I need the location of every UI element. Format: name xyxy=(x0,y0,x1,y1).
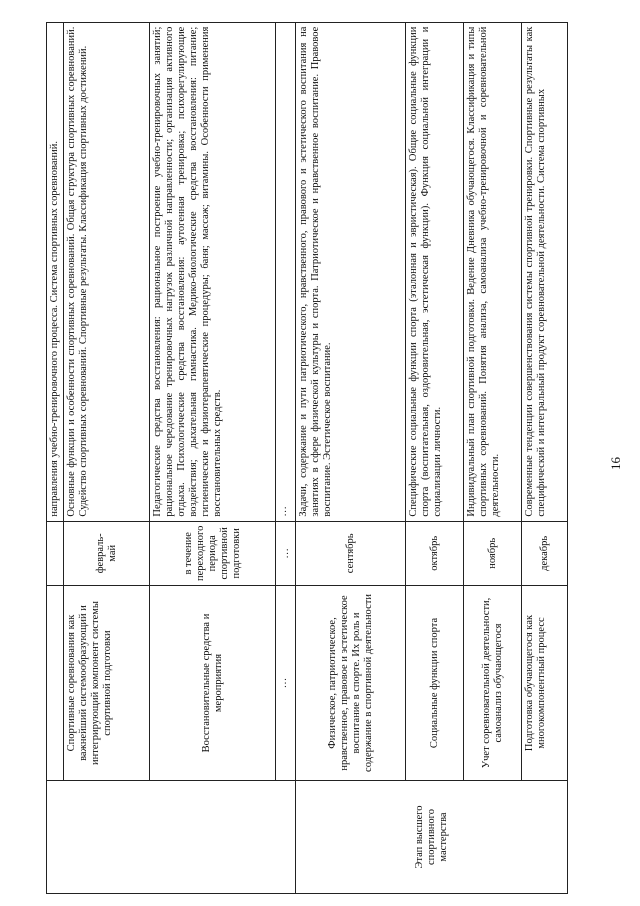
content-cell: Специфические социальные функции спорта (эталонная и эвристическая). Общие социальные функции спорта (воспитательная, оздоровительная, эстетическая функции). Функция социальной интеграции и социализации личности. xyxy=(406,22,464,521)
page-number: 16 xyxy=(608,457,623,470)
topic-cell: Восстановительные средства и мероприятия xyxy=(150,586,276,781)
month-cell: февраль-май xyxy=(64,521,150,585)
topic-cell xyxy=(47,586,64,781)
content-cell: Современные тенденции совершенствования системы спортивной тренировки. Спортивные результаты как специфический и интегральный продукт соревновательной деятельности. Система спортивных xyxy=(522,22,568,521)
table-row xyxy=(150,22,276,893)
content-cell: Задачи, содержание и пути патриотического, нравственного, правового и эстетического воспитания на занятиях в сфере физической культуры и спорта. Патриотическое и нравственное воспитание. Правовое воспитание. Эстетическое воспитание. xyxy=(296,22,406,521)
table-row xyxy=(464,22,522,893)
stage-cell: Этап высшего спортивного мастерства xyxy=(296,781,568,894)
table-row xyxy=(296,22,406,893)
month-cell: октябрь xyxy=(406,521,464,585)
month-cell: сентябрь xyxy=(296,521,406,585)
topic-cell: Социальные функции спорта xyxy=(406,586,464,781)
content-cell: … xyxy=(276,22,296,521)
topic-cell: … xyxy=(276,586,296,781)
topic-cell: Физическое, патриотическое, нравственное, правовое и эстетическое воспитание в спорте. Их роль и содержание в спортивной деятельности xyxy=(296,586,406,781)
table-row xyxy=(276,22,296,893)
stage-cell-empty xyxy=(47,781,296,894)
table-row xyxy=(522,22,568,893)
topic-cell: Спортивные соревнования как важнейший системообразующий и интегрирующий компонент системы спортивной подготовки xyxy=(64,586,150,781)
month-cell: … xyxy=(276,521,296,585)
month-cell: декабрь xyxy=(522,521,568,585)
content-cell: Индивидуальный план спортивной подготовки. Ведение Дневника обучающегося. Классификация и типы спортивных соревнований. Понятия анализа, самоанализа учебно-тренировочной и соревновательной деятельности. xyxy=(464,22,522,521)
month-cell xyxy=(47,521,64,585)
topic-cell: Учет соревновательной деятельности, самоанализ обучающегося xyxy=(464,586,522,781)
table-row xyxy=(47,22,64,893)
table-row xyxy=(406,22,464,893)
content-cell: Педагогические средства восстановления: рациональное построение учебно-тренировочных занятий; рациональное чередование тренировочных нагрузок различной направленности; организация активного отдыха. Психологические средства восстановления: аутогенная тренировка; психорегулирующие воздействия; дыхательная гимнастика. Медико-биологические средства восстановления: питание; гигиенические и физиотерапевтические процедуры; баня; массаж; витамины. Особенности применения восстановительных средств. xyxy=(150,22,276,521)
table-row xyxy=(64,22,150,893)
month-cell: в течение переходного периода спортивной подготовки xyxy=(150,521,276,585)
topic-cell: Подготовка обучающегося как многокомпонентный процесс xyxy=(522,586,568,781)
curriculum-table xyxy=(46,22,568,894)
content-cell: направления учебно-тренировочного процесса. Система спортивных соревнований. xyxy=(47,22,64,521)
month-cell: ноябрь xyxy=(464,521,522,585)
content-cell: Основные функции и особенности спортивных соревнований. Общая структура спортивных соревнований. Судейство спортивных соревнований. Спортивные результаты. Классификация спортивных достижений. xyxy=(64,22,150,521)
